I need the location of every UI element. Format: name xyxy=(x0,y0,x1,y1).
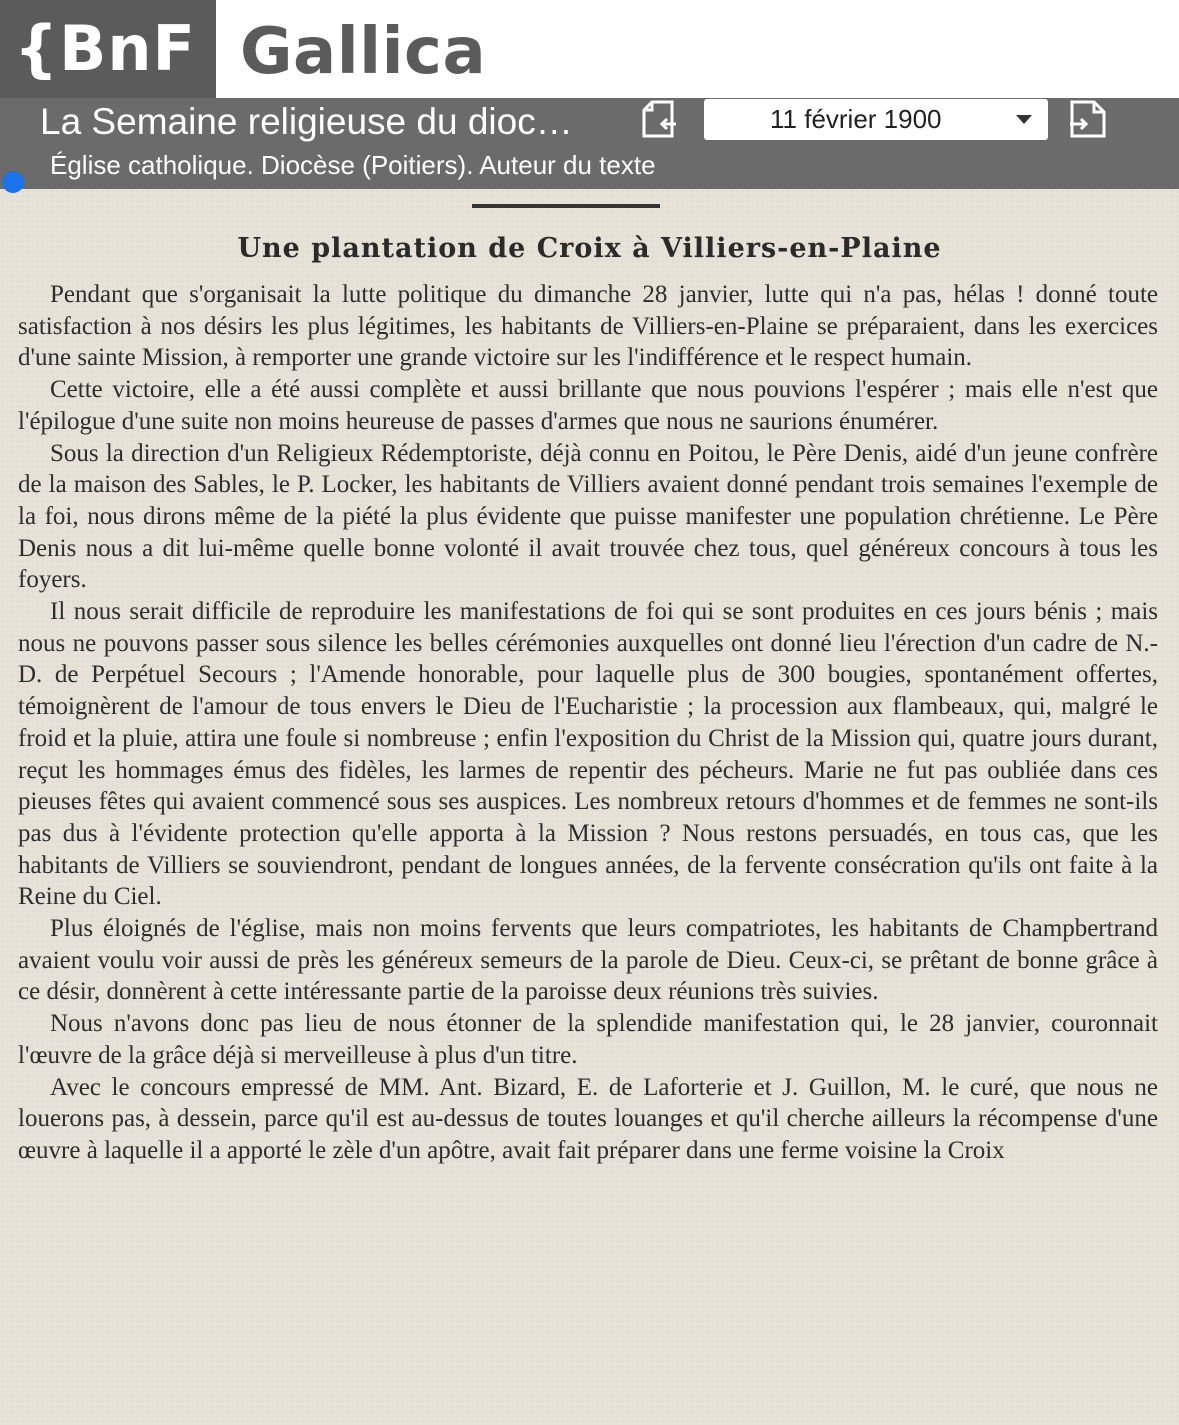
article-paragraph: Nous n'avons donc pas lieu de nous étonner de la splendide manifestation qui, le 28 janvier, couronnait l'œuvre de la grâce déjà si merveilleuse à plus d'un titre. xyxy=(18,1010,1158,1069)
bnf-logo-link[interactable] xyxy=(0,0,216,98)
article-paragraph: Pendant que s'organisait la lutte politique du dimanche 28 janvier, lutte qui n'a pas, hélas ! donné toute satisfaction à nos désirs les plus légitimes, les habitants de Villiers-en-Plaine se préparaient, dans les exercices d'une sainte Mission, à remporter une grande victoire sur les l'indifférence et le respect humain. xyxy=(18,281,1158,372)
issue-date-value: 11 février 1900 xyxy=(770,104,942,134)
issue-date-select[interactable] xyxy=(704,99,1048,140)
article-paragraph: Cette victoire, elle a été aussi complète et aussi brillante que nous pouvions l'espérer ; mais elle n'est que l'épilogue d'une suite non moins heureuse de passes d'armes que nous ne saurions énumérer. xyxy=(18,376,1158,435)
document-toolbar xyxy=(0,98,1179,189)
bnf-logo: {BnF xyxy=(14,12,196,85)
article-paragraph: Plus éloignés de l'église, mais non moins fervents que leurs compatriotes, les habitants de Champbertrand avaient voulu voir aussi de près les généreux semeurs de la parole de Dieu. Ceux-ci, se prêtant de bonne grâce à ce désir, donnèrent à cette intéressante partie de la paroisse deux réunions très suivies. xyxy=(18,915,1158,1006)
article-paragraph: Avec le concours empressé de MM. Ant. Bizard, E. de Laforterie et J. Guillon, M. le curé, que nous ne louerons pas, à dessein, parce qu'il est au-dessus de toutes louanges et qu'il cherche ailleurs la récompense d'une œuvre à laquelle il a apporté le zèle d'un apôtre, avait fait préparer dans une ferme voisine la Croix xyxy=(18,1073,1158,1164)
article-paragraph: Sous la direction d'un Religieux Rédemptoriste, déjà connu en Poitou, le Père Denis, aidé d'un jeune confrère de la maison des Sables, le P. Locker, les habitants de Villiers avaient donné pendant trois semaines l'exemple de la foi, nous dirons même de la piété la plus évidente que puisse manifester une population chrétienne. Le Père Denis nous a dit lui-même quelle bonne volonté il avait trouvée chez tous, quel généreux concours à tous les foyers. xyxy=(18,439,1158,594)
next-issue-icon[interactable] xyxy=(1068,98,1108,140)
document-author[interactable]: Église catholique. Diocèse (Poitiers). Auteur du texte xyxy=(50,150,656,180)
article-body xyxy=(18,279,1158,1167)
article-paragraph: Il nous serait difficile de reproduire les manifestations de foi qui se sont produites en ces jours bénis ; mais nous ne pouvons passer sous silence les belles cérémonies auxquelles ont donné lieu l'érection d'un cadre de N.-D. de Perpétuel Secours ; l'Amende honorable, pour laquelle plus de 300 bougies, spontanément offertes, témoignèrent de l'amour de tous envers le Dieu de l'Eucharistie ; la procession aux flambeaux, qui, malgré le froid et la pluie, attira une foule si nombreuse ; enfin l'exposition du Christ de la Mission qui, quatre jours durant, reçut les hommages émus des fidèles, les larmes de repentir des pécheurs. Marie ne fut pas oubliée dans ces pieuses fêtes qui avaient commencé sous ses auspices. Les nombreux retours d'hommes et de femmes ne sont-ils pas dus à l'évidente protection qu'elle apporta à la Mission ? Nous restons persuadés, en tous cas, que les habitants de Villiers se souviendront, pendant de longues années, de la fervente consécration qu'ils ont faite à la Reine du Ciel. xyxy=(18,598,1158,911)
scanned-page[interactable] xyxy=(0,189,1179,1425)
document-title[interactable]: La Semaine religieuse du dioc… xyxy=(40,101,573,142)
gallica-logo[interactable]: Gallica xyxy=(240,15,487,89)
chevron-down-icon xyxy=(1016,115,1032,124)
brand-bar xyxy=(0,0,1179,98)
separator-rule xyxy=(472,204,660,208)
status-dot-icon xyxy=(2,171,24,193)
previous-issue-icon[interactable] xyxy=(640,98,680,140)
article-headline: Une plantation de Croix à Villiers-en-Plaine xyxy=(237,233,942,264)
